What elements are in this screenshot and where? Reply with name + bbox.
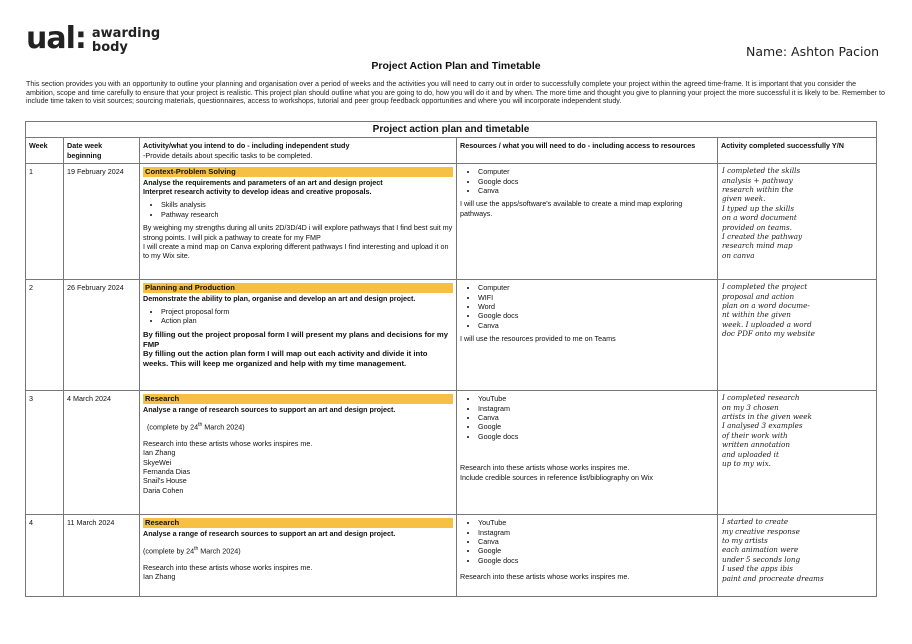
activity-cell: [140, 164, 457, 280]
resource-item: • Google docs: [478, 556, 714, 565]
resource-item: • Google docs: [478, 311, 714, 320]
resource-item: • Computer: [478, 283, 714, 292]
resource-item: • Instagram: [478, 528, 714, 537]
resource-item: • Canva: [478, 537, 714, 546]
handwritten-line: proposal and action: [722, 291, 795, 301]
complete-by: (complete by 24th March 2024): [147, 422, 245, 432]
handwritten-line: analysis + pathway: [722, 175, 793, 185]
action-plan-table: [25, 121, 877, 597]
logo-mark: ual:: [26, 21, 86, 56]
handwritten-line: research within the: [722, 185, 794, 195]
header-activity: [140, 138, 457, 164]
resource-item: • YouTube: [478, 394, 714, 403]
handwritten-line: paint and procreate dreams: [722, 573, 824, 583]
intro-paragraph: This section provides you with an opportunity to outline your planning and organisation over a period of weeks and the activities you will need to carry out in order to successfully complete your project within the agreed time-frame. It is important that you consider the ambition, scope and time carefully to ensure that your project is realistic. This project plan should outline what you are going to do, how you will do it and by when. The more time and thought you give to planning your project the more successful it is likely to be. Remember to include time taken to visit sources; sourcing materials, questionnaires, access to workshops, tutorial and peer group feedback opportunities and where you will incorporate independent study.: [26, 80, 885, 106]
completed-cell: [718, 515, 877, 597]
activity-cell: [140, 391, 457, 515]
complete-by: (complete by 24th March 2024): [143, 546, 241, 556]
handwritten-line: nt within the given: [722, 310, 791, 320]
resource-note: Research into these artists whose works inspires me.: [460, 572, 630, 582]
table-row: [26, 391, 877, 515]
activity-cell: [140, 515, 457, 597]
completed-cell: [718, 391, 877, 515]
handwritten-line: written annotation: [722, 440, 791, 450]
handwritten-line: of their work with: [722, 430, 788, 440]
resources-cell: [457, 391, 718, 515]
handwritten-line: I started to create: [722, 517, 789, 527]
resource-item: • Google: [478, 422, 714, 431]
resource-item: • Word: [478, 302, 714, 311]
date-cell: 4 March 2024: [64, 391, 140, 515]
resource-note: Research into these artists whose works inspires me.: [460, 463, 630, 473]
header-resources: Resources / what you will need to do - including access to resources: [457, 138, 718, 164]
resource-item: • Google docs: [478, 177, 714, 186]
artist-name: Daria Cohen: [143, 485, 184, 495]
handwritten-line: given week.: [722, 194, 766, 204]
resources-cell: [457, 164, 718, 280]
task-item: • Project proposal form: [161, 307, 453, 316]
handwritten-line: I completed the project: [722, 282, 808, 292]
resource-item: • WIFI: [478, 293, 714, 302]
resource-item: • Canva: [478, 413, 714, 422]
resource-list: [474, 518, 714, 565]
activity-aim: Demonstrate the ability to plan, organise and develop an art and design project.: [143, 293, 416, 303]
header-activity-sub: -Provide details about specific tasks to be completed.: [143, 150, 313, 160]
resource-note: I will use the apps/software's available to create a mind map exploring pathways.: [460, 199, 683, 218]
artist-name: Snail's House: [143, 476, 187, 486]
task-item: • Pathway research: [161, 210, 453, 219]
header-week: Week: [26, 138, 64, 164]
handwritten-line: research mind map: [722, 241, 793, 251]
activity-note: By filling out the action plan form I will map out each activity and divide it into weeks. This will keep me organized and help with my time management.: [143, 349, 428, 369]
table-row: [26, 280, 877, 391]
resource-list: [474, 283, 714, 330]
handwritten-line: on canva: [722, 250, 755, 260]
date-cell: 11 March 2024: [64, 515, 140, 597]
task-item: • Skills analysis: [161, 200, 453, 209]
logo-line-1: awarding: [91, 26, 161, 41]
table-row: [26, 164, 877, 280]
student-name: Name: Ashton Pacion: [746, 44, 880, 59]
handwritten-line: artists in the given week: [722, 412, 812, 422]
week-cell: 2: [26, 280, 64, 391]
week-cell: 4: [26, 515, 64, 597]
logo-wordmark: [92, 24, 160, 55]
handwritten-line: my creative response: [722, 526, 800, 536]
activity-tag: Research: [143, 518, 453, 527]
handwritten-line: I completed research: [722, 393, 800, 403]
handwritten-line: under 5 seconds long: [722, 554, 801, 564]
date-cell: 19 February 2024: [64, 164, 140, 280]
week-cell: 3: [26, 391, 64, 515]
table-row: [26, 515, 877, 597]
resource-item: • Canva: [478, 186, 714, 195]
task-list: [157, 200, 453, 219]
artist-name: Fernanda Dias: [143, 467, 191, 477]
resources-cell: [457, 515, 718, 597]
resource-list: [474, 394, 714, 441]
activity-note: By weighing my strengths during all units 2D/3D/4D i will explore pathways that I find best suit my strong points. I will pick a pathway to create for my FMP: [143, 223, 453, 242]
page-title: Project Action Plan and Timetable: [371, 60, 541, 72]
date-cell: 26 February 2024: [64, 280, 140, 391]
handwritten-line: on my 3 chosen: [722, 402, 779, 412]
research-intro: Research into these artists whose works inspires me.: [143, 438, 313, 448]
activity-cell: [140, 280, 457, 391]
handwritten-line: week. I uploaded a word: [722, 319, 812, 329]
handwritten-line: I typed up the skills: [722, 203, 795, 213]
activity-aim: Analyse the requirements and parameters of an art and design project: [143, 177, 383, 187]
activity-tag: Research: [143, 394, 453, 403]
resource-note: I will use the resources provided to me on Teams: [460, 334, 616, 344]
activity-tag: Planning and Production: [143, 283, 453, 292]
handwritten-line: on a word document: [722, 213, 797, 223]
research-intro: Research into these artists whose works inspires me.: [143, 562, 313, 572]
resource-item: • Computer: [478, 167, 714, 176]
header-activity-title: Activity/what you intend to do - including independent study: [143, 141, 350, 151]
handwritten-line: each animation were: [722, 545, 799, 555]
handwritten-line: I analysed 3 examples: [722, 421, 803, 431]
ual-logo: [26, 21, 161, 56]
activity-note: I will create a mind map on Canva exploring different pathways I find interesting and upload it on to my Wix site.: [143, 242, 449, 261]
resource-note: Include credible sources in reference list/bibliography on Wix: [460, 472, 653, 482]
header-completed: Activity completed successfully Y/N: [718, 138, 877, 164]
handwritten-line: I completed the skills: [722, 166, 801, 176]
activity-aim: Analyse a range of research sources to support an art and design project.: [143, 404, 396, 414]
handwritten-line: to my artists: [722, 536, 768, 546]
resource-list: [474, 167, 714, 195]
artist-name: Ian Zhang: [143, 572, 176, 582]
artist-name: Ian Zhang: [143, 448, 176, 458]
table-header-row: [26, 138, 877, 164]
activity-aim: Analyse a range of research sources to support an art and design project.: [143, 528, 396, 538]
handwritten-line: I used the apps ibis: [722, 564, 793, 574]
handwritten-line: provided on teams.: [722, 222, 792, 232]
resource-item: • Google docs: [478, 432, 714, 441]
task-item: • Action plan: [161, 316, 453, 325]
handwritten-line: and uploaded it: [722, 449, 779, 459]
logo-line-2: body: [91, 40, 128, 55]
resource-item: • Instagram: [478, 404, 714, 413]
header-date: Date week beginning: [64, 138, 140, 164]
table-caption: Project action plan and timetable: [26, 122, 877, 138]
resource-item: • Google: [478, 546, 714, 555]
resource-item: • Canva: [478, 321, 714, 330]
completed-cell: [718, 280, 877, 391]
artist-name: SkyeWei: [143, 457, 172, 467]
resource-item: • YouTube: [478, 518, 714, 527]
activity-aim: Interpret research activity to develop ideas and creative proposals.: [143, 187, 372, 197]
week-cell: 1: [26, 164, 64, 280]
handwritten-line: plan on a word docume-: [722, 301, 810, 311]
handwritten-line: I created the pathway: [722, 232, 803, 242]
handwritten-line: up to my wix.: [722, 459, 771, 469]
activity-tag: Context-Problem Solving: [143, 167, 453, 176]
task-list: [157, 307, 453, 326]
activity-note: By filling out the project proposal form I will present my plans and decisions for my FMP: [143, 329, 448, 349]
handwritten-line: doc PDF onto my website: [722, 329, 815, 339]
resources-cell: [457, 280, 718, 391]
completed-cell: [718, 164, 877, 280]
